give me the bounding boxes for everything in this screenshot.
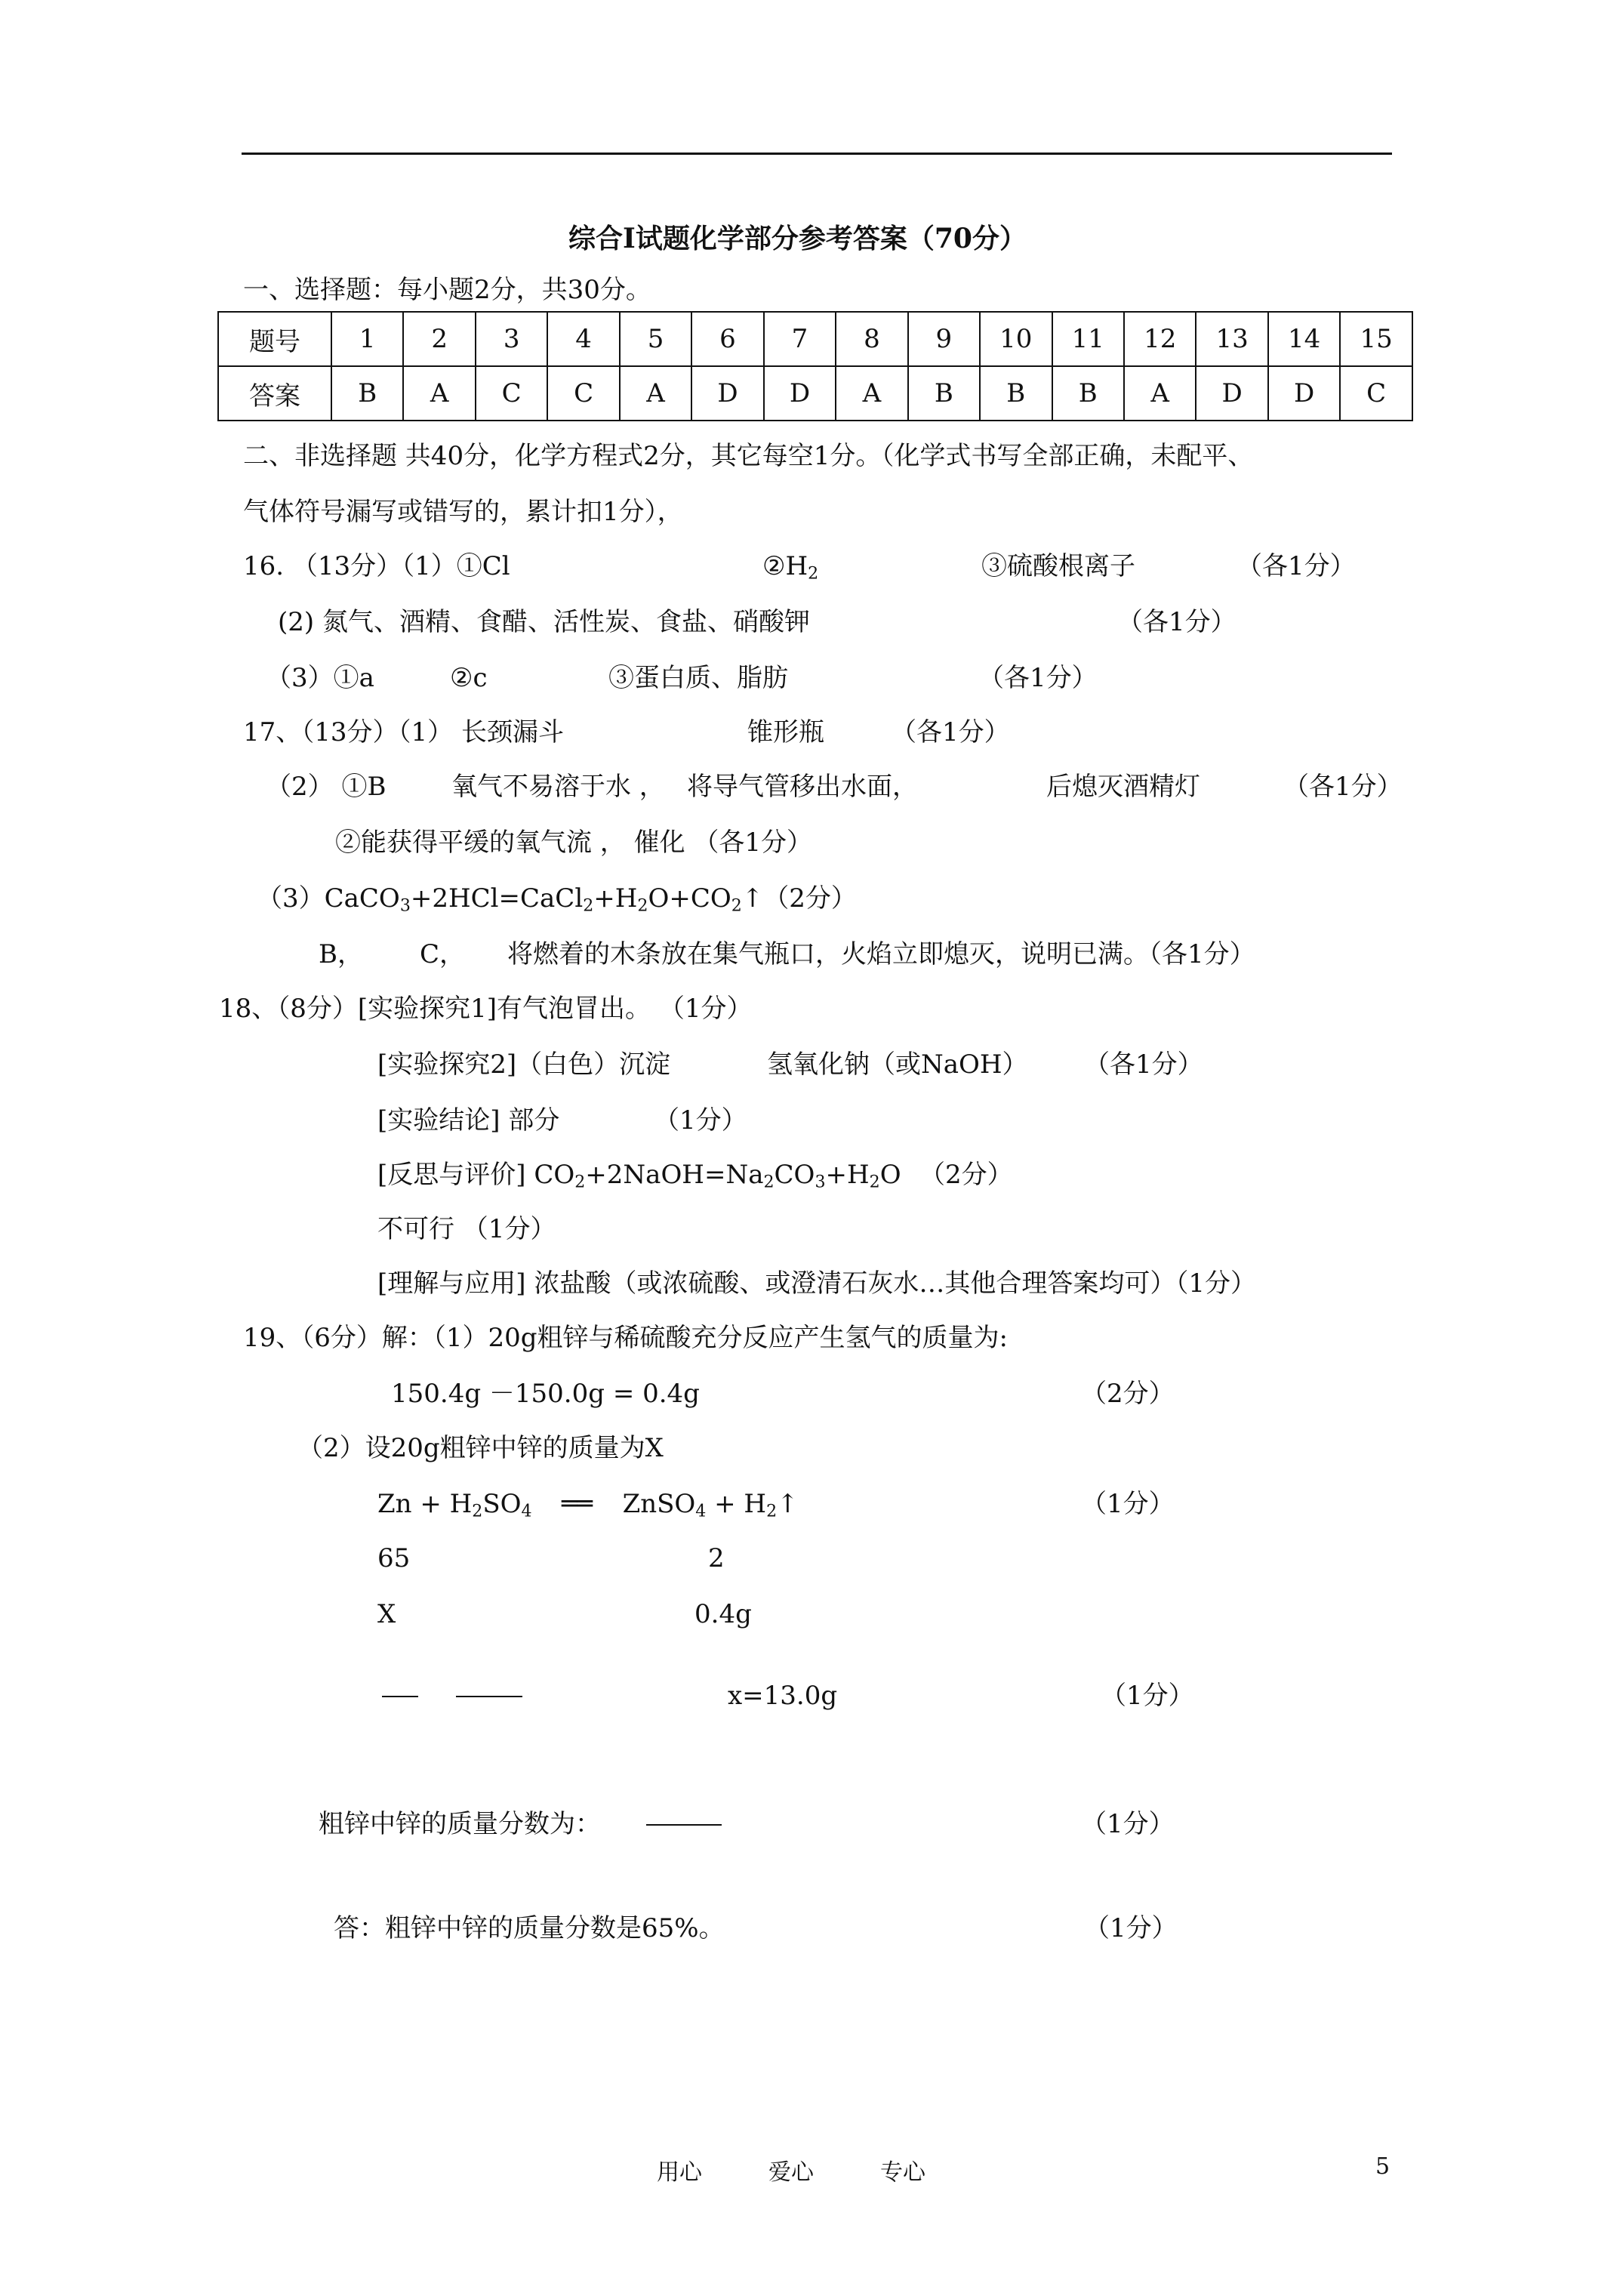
q17-part2-reason: 氧气不易溶于水 ， <box>451 772 665 802</box>
eq-text: [反思与评价] CO <box>377 1160 575 1190</box>
table-cell: 14 <box>1268 312 1340 366</box>
q18-explore2-score: （各1分） <box>1084 1049 1203 1080</box>
q16-part2-score: （各1分） <box>1117 607 1236 637</box>
q16-part3-nutrients: ③蛋白质、脂肪 <box>608 663 788 693</box>
eq-text: O <box>879 1160 901 1190</box>
q18-application: [理解与应用] 浓盐酸（或浓硫酸、或澄清石灰水…其他合理答案均可）（1分） <box>377 1268 1256 1299</box>
table-cell: A <box>836 366 907 421</box>
equals-sign: ══ <box>562 1489 593 1519</box>
fraction-bar <box>456 1696 522 1697</box>
q16-part3-c: ②c <box>450 663 488 693</box>
table-cell: 10 <box>980 312 1052 366</box>
page-number: 5 <box>1375 2153 1390 2180</box>
table-cell: 11 <box>1052 312 1124 366</box>
table-cell: 1 <box>331 312 403 366</box>
answer-table <box>217 311 1413 421</box>
q19-equation <box>377 1489 799 1519</box>
eq-text: +H <box>825 1160 870 1190</box>
q19-answer: 答：粗锌中锌的质量分数是65%。 <box>334 1913 725 1943</box>
table-cell: 9 <box>908 312 980 366</box>
table-cell: 3 <box>476 312 547 366</box>
page-title: 综合Ⅰ试题化学部分参考答案（70分） <box>568 223 1027 254</box>
subscript: 2 <box>763 1172 775 1192</box>
q16-part1-h2 <box>762 551 819 584</box>
subscript: 2 <box>731 895 742 916</box>
table-cell: B <box>331 366 403 421</box>
table-cell: 7 <box>764 312 836 366</box>
subscript: 2 <box>574 1172 586 1192</box>
eq-text: + H <box>706 1489 767 1519</box>
subscript: 3 <box>815 1172 826 1192</box>
table-cell: D <box>1196 366 1267 421</box>
eq-text: SO <box>482 1489 522 1519</box>
table-cell: 6 <box>691 312 763 366</box>
q17-part3-c: C， <box>420 939 466 969</box>
table-cell: 12 <box>1124 312 1196 366</box>
table-row-label: 题号 <box>218 312 331 366</box>
q17-part3-test: 将燃着的木条放在集气瓶口，火焰立即熄灭，说明已满。（各1分） <box>507 939 1255 969</box>
subscript: 2 <box>583 895 594 916</box>
table-cell: 8 <box>836 312 907 366</box>
q18-explore2: [实验探究2]（白色）沉淀 <box>377 1049 671 1080</box>
q19-molar-h2: 2 <box>708 1543 725 1573</box>
q19-part1-score: （2分） <box>1081 1379 1175 1409</box>
q17-part1: 17、（13分）（1） 长颈漏斗 <box>243 717 564 747</box>
table-row <box>218 366 1412 421</box>
table-cell: C <box>1340 366 1412 421</box>
q18-explore1: 18、（8分）[实验探究1]有气泡冒出。 （1分） <box>219 994 753 1024</box>
table-cell: 4 <box>547 312 619 366</box>
q19-part2: （2）设20g粗锌中锌的质量为X <box>297 1433 664 1463</box>
table-cell: B <box>1052 366 1124 421</box>
q18-conclusion-score: （1分） <box>654 1105 747 1136</box>
eq-text: ZnSO <box>622 1489 696 1519</box>
fraction-bar <box>382 1696 418 1697</box>
table-cell: D <box>1268 366 1340 421</box>
q18-explore2-naoh: 氢氧化钠（或NaOH） <box>767 1049 1028 1080</box>
footer-motto-1: 用心 <box>657 2159 702 2186</box>
table-cell: B <box>908 366 980 421</box>
q19-molar-zn: 65 <box>377 1543 411 1573</box>
q17-part1-flask: 锥形瓶 <box>747 717 824 747</box>
header-rule <box>242 153 1392 155</box>
table-cell: D <box>764 366 836 421</box>
eq-text: ↑ <box>777 1489 799 1519</box>
eq-text: （3）CaCO <box>257 883 400 914</box>
q19-answer-score: （1分） <box>1084 1913 1178 1943</box>
q17-part2-b: （2） ①B <box>266 772 387 802</box>
q16-part3-score: （各1分） <box>978 663 1098 693</box>
section-2-line-2: 气体符号漏写或错写的，累计扣1分）， <box>243 497 683 527</box>
q19-unknown-x: X <box>377 1599 396 1629</box>
section-1-heading: 一、选择题：每小题2分，共30分。 <box>243 275 651 305</box>
q16-part1-score: （各1分） <box>1236 551 1356 581</box>
q18-reflection-score: （2分） <box>919 1160 1013 1190</box>
q16-h2-text: ②H <box>762 551 808 581</box>
table-row <box>218 312 1412 366</box>
q19-result-x: x=13.0g <box>728 1681 838 1711</box>
q16-part1-sulfate: ③硫酸根离子 <box>981 551 1135 581</box>
table-cell: C <box>547 366 619 421</box>
q19-part1: 19、（6分）解：（1）20g粗锌与稀硫酸充分反应产生氢气的质量为: <box>243 1323 1009 1353</box>
table-cell: D <box>691 366 763 421</box>
q19-mass-h2: 0.4g <box>694 1599 752 1629</box>
eq-text: Zn + H <box>377 1489 473 1519</box>
subscript: 4 <box>695 1501 707 1521</box>
q17-part3-equation <box>257 883 857 914</box>
subscript: 2 <box>637 895 648 916</box>
q18-not-feasible: 不可行 （1分） <box>377 1214 556 1244</box>
table-cell: 2 <box>403 312 475 366</box>
subscript: 2 <box>808 563 819 584</box>
table-cell: A <box>403 366 475 421</box>
eq-text: O+CO <box>648 883 731 914</box>
q17-part2-second: ②能获得平缓的氧气流 ， 催化 （各1分） <box>335 827 813 858</box>
q17-part2-score: （各1分） <box>1283 772 1403 802</box>
table-cell: 5 <box>620 312 691 366</box>
table-cell: C <box>476 366 547 421</box>
q16-part3-a: （3）①a <box>266 663 374 693</box>
q19-fraction-label: 粗锌中锌的质量分数为： <box>319 1809 601 1839</box>
subscript: 2 <box>869 1172 880 1192</box>
q19-fraction-score: （1分） <box>1081 1809 1175 1839</box>
footer-motto-3: 专心 <box>880 2159 925 2186</box>
eq-text: +2NaOH=Na <box>585 1160 764 1190</box>
eq-text: +H <box>593 883 638 914</box>
table-row-label: 答案 <box>218 366 331 421</box>
eq-text: CO <box>774 1160 815 1190</box>
eq-text: ↑（2分） <box>741 883 857 914</box>
table-cell: 13 <box>1196 312 1267 366</box>
q19-equation-score: （1分） <box>1081 1489 1175 1519</box>
table-cell: 15 <box>1340 312 1412 366</box>
footer-motto-2: 爱心 <box>768 2159 814 2186</box>
q19-part1-calc: 150.4g －150.0g = 0.4g <box>391 1379 700 1409</box>
table-cell: A <box>1124 366 1196 421</box>
q18-reflection-equation <box>377 1160 901 1190</box>
section-2-line-1: 二、非选择题 共40分，化学方程式2分，其它每空1分。（化学式书写全部正确，未配平、 <box>243 441 1254 471</box>
subscript: 4 <box>521 1501 532 1521</box>
q17-part2-step1: 将导气管移出水面， <box>687 772 918 802</box>
q19-result-score: （1分） <box>1101 1681 1194 1711</box>
q17-part2-step2: 后熄灭酒精灯 <box>1046 772 1200 802</box>
subscript: 2 <box>766 1501 778 1521</box>
q16-part1: 16. （13分）（1）①Cl <box>243 551 510 581</box>
q18-conclusion: [实验结论] 部分 <box>377 1105 560 1136</box>
subscript: 2 <box>472 1501 483 1521</box>
q17-part1-score: （各1分） <box>891 717 1010 747</box>
q17-part3-b: B， <box>319 939 363 969</box>
table-cell: B <box>980 366 1052 421</box>
table-cell: A <box>620 366 691 421</box>
fraction-bar <box>646 1824 722 1826</box>
q16-part2: (2) 氮气、酒精、食醋、活性炭、食盐、硝酸钾 <box>278 607 810 637</box>
subscript: 3 <box>399 895 411 916</box>
eq-text: +2HCl=CaCl <box>410 883 584 914</box>
